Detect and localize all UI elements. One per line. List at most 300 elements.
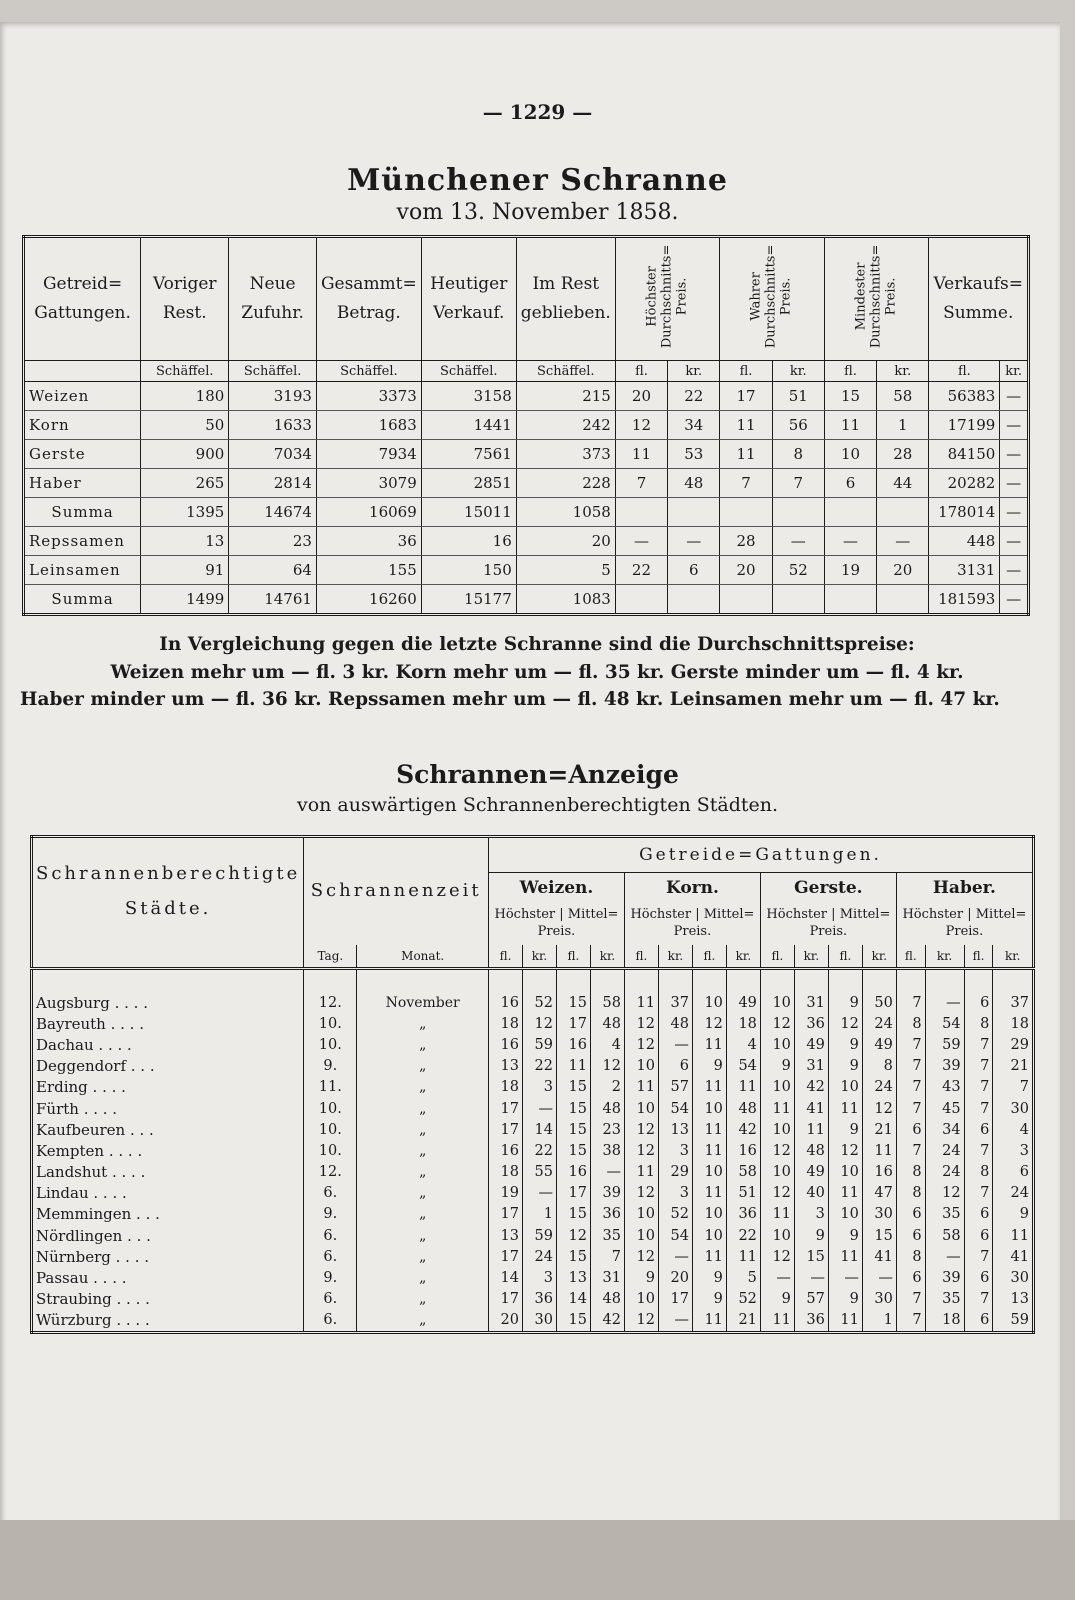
price-cell: 17 bbox=[489, 1098, 523, 1119]
price-cell: 15 bbox=[556, 1246, 590, 1267]
schranne-day: 9. bbox=[304, 1204, 357, 1225]
price-cell: 15 bbox=[556, 1077, 590, 1098]
price-cell: 57 bbox=[658, 1077, 692, 1098]
table1-cell: 3373 bbox=[316, 382, 421, 411]
price-cell: 1 bbox=[862, 1310, 896, 1333]
city-name: Dachau . . . . bbox=[36, 1035, 132, 1054]
unit-cell: fl. bbox=[615, 361, 667, 382]
header-wahrer: Wahrer Durchschnitts= Preis. bbox=[720, 237, 825, 361]
price-cell: 9 bbox=[828, 969, 862, 1014]
city-name: Erding . . . . bbox=[36, 1078, 126, 1097]
table1-cell: 7034 bbox=[229, 440, 317, 469]
price-cell: 29 bbox=[993, 1034, 1034, 1055]
price-cell: 24 bbox=[522, 1246, 556, 1267]
table1-row bbox=[24, 527, 1029, 556]
price-cell: 54 bbox=[925, 1013, 964, 1034]
price-cell: 9 bbox=[828, 1225, 862, 1246]
price-cell: 15 bbox=[556, 1204, 590, 1225]
header-monat: Monat. bbox=[357, 945, 489, 969]
price-cell: 10 bbox=[760, 1162, 794, 1183]
price-cell: 15 bbox=[556, 1310, 590, 1333]
price-cell: 11 bbox=[726, 1246, 760, 1267]
table1-cell: 3193 bbox=[229, 382, 317, 411]
table1-cell: — bbox=[1000, 556, 1029, 585]
price-cell: 9 bbox=[692, 1289, 726, 1310]
schranne-day: 6. bbox=[304, 1289, 357, 1310]
table1-cell: — bbox=[1000, 382, 1029, 411]
header-hoechster: Höchster Durchschnitts= Preis. bbox=[615, 237, 720, 361]
unit-header: fl. bbox=[964, 945, 993, 969]
table1-cell: 448 bbox=[929, 527, 1000, 556]
header-price-0: Höchster | Mittel= Preis. bbox=[489, 903, 625, 945]
table1-cell: 5 bbox=[516, 556, 615, 585]
header-staedte: Schrannenberechtigte Städte. bbox=[36, 863, 301, 919]
header-weizen: Weizen. bbox=[489, 873, 625, 904]
price-cell: 11 bbox=[692, 1034, 726, 1055]
table1-cell: 11 bbox=[824, 411, 876, 440]
table1-row bbox=[24, 585, 1029, 615]
price-cell: 9 bbox=[692, 1056, 726, 1077]
price-cell: 17 bbox=[556, 1013, 590, 1034]
price-cell: 11 bbox=[692, 1077, 726, 1098]
price-cell: 7 bbox=[896, 1140, 925, 1161]
schranne-day: 11. bbox=[304, 1077, 357, 1098]
price-cell: 9 bbox=[828, 1034, 862, 1055]
price-cell: 48 bbox=[590, 1098, 624, 1119]
table1-units-row bbox=[24, 361, 1029, 382]
header-gesammt-betrag: Gesammt= Betrag. bbox=[316, 237, 421, 361]
price-cell: 9 bbox=[760, 1056, 794, 1077]
price-cell: 11 bbox=[726, 1077, 760, 1098]
price-cell: 4 bbox=[726, 1034, 760, 1055]
table1-cell: 7934 bbox=[316, 440, 421, 469]
table1-cell: — bbox=[1000, 440, 1029, 469]
header-schrannenzeit: Schrannenzeit bbox=[304, 837, 489, 946]
header-mindester: Mindester Durchschnitts= Preis. bbox=[824, 237, 929, 361]
price-cell: 3 bbox=[658, 1140, 692, 1161]
table1-cell: 150 bbox=[421, 556, 516, 585]
price-cell: 58 bbox=[925, 1225, 964, 1246]
price-cell: 13 bbox=[556, 1267, 590, 1288]
price-cell: 17 bbox=[556, 1183, 590, 1204]
table1-cell: 17199 bbox=[929, 411, 1000, 440]
price-cell: 42 bbox=[726, 1119, 760, 1140]
city-row bbox=[32, 1077, 1034, 1098]
grain-name: Korn bbox=[24, 411, 141, 440]
price-cell: 10 bbox=[760, 1225, 794, 1246]
header-neue-zufuhr: Neue Zufuhr. bbox=[229, 237, 317, 361]
table1-cell: — bbox=[1000, 469, 1029, 498]
price-cell: 10 bbox=[692, 969, 726, 1014]
label-preis: Preis. bbox=[673, 924, 712, 939]
price-cell: — bbox=[925, 969, 964, 1014]
price-cell: 10 bbox=[760, 1077, 794, 1098]
price-cell: 6 bbox=[964, 1204, 993, 1225]
unit-cell: kr. bbox=[877, 361, 929, 382]
price-cell: 7 bbox=[964, 1183, 993, 1204]
schranne-month: „ bbox=[357, 1140, 489, 1161]
price-cell: 15 bbox=[556, 1119, 590, 1140]
city-name: Nürnberg . . . . bbox=[36, 1247, 150, 1266]
table1-cell: 373 bbox=[516, 440, 615, 469]
price-cell: 38 bbox=[590, 1140, 624, 1161]
table1-cell: 2814 bbox=[229, 469, 317, 498]
price-cell: 9 bbox=[993, 1204, 1034, 1225]
table1-cell: 15011 bbox=[421, 498, 516, 527]
table1-row bbox=[24, 382, 1029, 411]
price-cell: 22 bbox=[522, 1056, 556, 1077]
price-cell: 16 bbox=[556, 1162, 590, 1183]
schranne-month: „ bbox=[357, 1225, 489, 1246]
price-cell: 40 bbox=[794, 1183, 828, 1204]
city-name: Landshut . . . . bbox=[36, 1163, 146, 1182]
price-cell: 7 bbox=[964, 1034, 993, 1055]
label-hoechster: Höchster bbox=[630, 907, 692, 923]
price-cell: 30 bbox=[862, 1204, 896, 1225]
table1-cell: 20282 bbox=[929, 469, 1000, 498]
price-cell: 22 bbox=[522, 1140, 556, 1161]
table1-cell bbox=[615, 498, 667, 527]
price-cell: 12 bbox=[760, 1140, 794, 1161]
price-cell: — bbox=[522, 1183, 556, 1204]
price-cell: 17 bbox=[489, 1204, 523, 1225]
price-cell: 7 bbox=[896, 1310, 925, 1333]
price-cell: 7 bbox=[896, 1077, 925, 1098]
table1-cell: 180 bbox=[141, 382, 229, 411]
unit-header: kr. bbox=[862, 945, 896, 969]
price-cell: 19 bbox=[489, 1183, 523, 1204]
city-name: Bayreuth . . . . bbox=[36, 1014, 144, 1033]
price-cell: 58 bbox=[726, 1162, 760, 1183]
price-cell: 9 bbox=[692, 1267, 726, 1288]
table1-cell: 23 bbox=[229, 527, 317, 556]
price-cell: 6 bbox=[964, 1310, 993, 1333]
price-cell: 36 bbox=[794, 1310, 828, 1333]
price-cell: 52 bbox=[726, 1289, 760, 1310]
unit-header: kr. bbox=[993, 945, 1034, 969]
table1-cell: 228 bbox=[516, 469, 615, 498]
price-cell: 41 bbox=[862, 1246, 896, 1267]
table1-cell bbox=[720, 585, 772, 615]
price-cell: 8 bbox=[964, 1162, 993, 1183]
table1-cell: 22 bbox=[668, 382, 720, 411]
price-cell: 11 bbox=[828, 1246, 862, 1267]
table1-cell: 3131 bbox=[929, 556, 1000, 585]
table1-cell bbox=[668, 585, 720, 615]
page-number: — 1229 — bbox=[482, 100, 593, 124]
price-cell: 10 bbox=[828, 1077, 862, 1098]
table1-cell: 51 bbox=[772, 382, 824, 411]
unit-cell bbox=[24, 361, 141, 382]
price-cell: 30 bbox=[993, 1098, 1034, 1119]
price-cell: 24 bbox=[925, 1162, 964, 1183]
unit-header: kr. bbox=[794, 945, 828, 969]
table1-cell bbox=[772, 498, 824, 527]
price-cell: 6 bbox=[896, 1267, 925, 1288]
table1-cell: 7 bbox=[772, 469, 824, 498]
unit-cell: fl. bbox=[929, 361, 1000, 382]
price-cell: 8 bbox=[896, 1013, 925, 1034]
price-cell: 6 bbox=[896, 1119, 925, 1140]
price-cell: 45 bbox=[925, 1098, 964, 1119]
price-cell: 18 bbox=[993, 1013, 1034, 1034]
price-cell: 37 bbox=[658, 969, 692, 1014]
price-cell: 54 bbox=[658, 1098, 692, 1119]
price-cell: — bbox=[828, 1267, 862, 1288]
price-cell: 34 bbox=[925, 1119, 964, 1140]
price-cell: 12 bbox=[624, 1119, 658, 1140]
table1-cell bbox=[877, 585, 929, 615]
price-cell: 18 bbox=[489, 1013, 523, 1034]
table1-cell: — bbox=[772, 527, 824, 556]
grain-name: Leinsamen bbox=[24, 556, 141, 585]
table1-row bbox=[24, 411, 1029, 440]
price-cell: 11 bbox=[828, 1098, 862, 1119]
price-cell: 12 bbox=[624, 1310, 658, 1333]
price-cell: 11 bbox=[760, 1098, 794, 1119]
price-cell: 6 bbox=[964, 1225, 993, 1246]
price-cell: 52 bbox=[658, 1204, 692, 1225]
city-row bbox=[32, 1204, 1034, 1225]
unit-header: fl. bbox=[692, 945, 726, 969]
city-row bbox=[32, 1119, 1034, 1140]
price-cell: 24 bbox=[925, 1140, 964, 1161]
price-cell: 8 bbox=[964, 1013, 993, 1034]
price-cell: 13 bbox=[993, 1289, 1034, 1310]
price-cell: 57 bbox=[794, 1289, 828, 1310]
price-cell: 4 bbox=[590, 1034, 624, 1055]
table1-cell: 11 bbox=[720, 440, 772, 469]
unit-header: fl. bbox=[556, 945, 590, 969]
price-cell: 48 bbox=[590, 1289, 624, 1310]
table1-cell: 12 bbox=[615, 411, 667, 440]
price-cell: 12 bbox=[760, 1183, 794, 1204]
city-name: Würzburg . . . . bbox=[36, 1311, 150, 1330]
price-cell: 12 bbox=[692, 1013, 726, 1034]
table1-cell: 15177 bbox=[421, 585, 516, 615]
price-cell: — bbox=[794, 1267, 828, 1288]
city-name: Deggendorf . . . bbox=[36, 1057, 155, 1076]
unit-cell: Schäffel. bbox=[516, 361, 615, 382]
city-row bbox=[32, 1056, 1034, 1077]
table1-cell: 14674 bbox=[229, 498, 317, 527]
price-cell: 9 bbox=[828, 1056, 862, 1077]
price-cell: 31 bbox=[794, 1056, 828, 1077]
table1-header-row bbox=[24, 237, 1029, 361]
price-cell: 13 bbox=[489, 1056, 523, 1077]
price-cell: 17 bbox=[489, 1289, 523, 1310]
price-cell: 9 bbox=[828, 1119, 862, 1140]
schranne-day: 9. bbox=[304, 1056, 357, 1077]
grain-name: Haber bbox=[24, 469, 141, 498]
table1-cell: 52 bbox=[772, 556, 824, 585]
price-cell: 20 bbox=[658, 1267, 692, 1288]
price-cell: 54 bbox=[658, 1225, 692, 1246]
price-cell: 41 bbox=[993, 1246, 1034, 1267]
table1-cell: 16260 bbox=[316, 585, 421, 615]
price-cell: 20 bbox=[489, 1310, 523, 1333]
table1-cell: 50 bbox=[141, 411, 229, 440]
price-cell: 7 bbox=[964, 1246, 993, 1267]
schranne-month: „ bbox=[357, 1077, 489, 1098]
schranne-day: 6. bbox=[304, 1246, 357, 1267]
header-korn: Korn. bbox=[624, 873, 760, 904]
price-cell: 21 bbox=[993, 1056, 1034, 1077]
price-cell: 21 bbox=[726, 1310, 760, 1333]
price-cell: 11 bbox=[692, 1140, 726, 1161]
schranne-day: 12. bbox=[304, 1162, 357, 1183]
unit-cell: kr. bbox=[772, 361, 824, 382]
schranne-day: 10. bbox=[304, 1140, 357, 1161]
price-cell: 3 bbox=[658, 1183, 692, 1204]
price-cell: 22 bbox=[726, 1225, 760, 1246]
table1-cell: 900 bbox=[141, 440, 229, 469]
price-cell: 11 bbox=[828, 1183, 862, 1204]
price-cell: 6 bbox=[964, 1267, 993, 1288]
table1-cell: 1058 bbox=[516, 498, 615, 527]
price-cell: 14 bbox=[522, 1119, 556, 1140]
table1-cell: 48 bbox=[668, 469, 720, 498]
price-cell: 35 bbox=[590, 1225, 624, 1246]
price-cell: 11 bbox=[828, 1310, 862, 1333]
price-cell: 10 bbox=[760, 1119, 794, 1140]
table1-cell: 215 bbox=[516, 382, 615, 411]
price-cell: — bbox=[760, 1267, 794, 1288]
table1-cell bbox=[824, 498, 876, 527]
price-cell: 7 bbox=[993, 1077, 1034, 1098]
table1-cell: 34 bbox=[668, 411, 720, 440]
schranne-month: „ bbox=[357, 1267, 489, 1288]
price-cell: 13 bbox=[658, 1119, 692, 1140]
city-name: Passau . . . . bbox=[36, 1269, 127, 1288]
city-name: Memmingen . . . bbox=[36, 1205, 160, 1224]
table1-cell: — bbox=[615, 527, 667, 556]
price-cell: 11 bbox=[692, 1246, 726, 1267]
price-cell: 5 bbox=[726, 1267, 760, 1288]
price-cell: 12 bbox=[624, 1183, 658, 1204]
header-verkaufs-summe: Verkaufs= Summe. bbox=[929, 237, 1029, 361]
label-mittel: Mittel= bbox=[975, 907, 1027, 923]
table1-row bbox=[24, 556, 1029, 585]
table1-cell: 7 bbox=[720, 469, 772, 498]
price-cell: 21 bbox=[862, 1119, 896, 1140]
header-getreide-gattungen: Getreide=Gattungen. bbox=[489, 837, 1034, 873]
page-subtitle: vom 13. November 1858. bbox=[396, 200, 679, 225]
city-name: Kaufbeuren . . . bbox=[36, 1120, 154, 1139]
price-cell: 31 bbox=[590, 1267, 624, 1288]
muenchen-schranne-table bbox=[22, 235, 1030, 616]
table1-cell: 1633 bbox=[229, 411, 317, 440]
table1-cell: 64 bbox=[229, 556, 317, 585]
price-cell: 3 bbox=[794, 1204, 828, 1225]
price-cell: 8 bbox=[896, 1246, 925, 1267]
table1-cell bbox=[720, 498, 772, 527]
table1-cell: 28 bbox=[720, 527, 772, 556]
price-cell: 15 bbox=[794, 1246, 828, 1267]
table1-cell: 91 bbox=[141, 556, 229, 585]
table1-cell bbox=[877, 498, 929, 527]
city-name: Kempten . . . . bbox=[36, 1141, 143, 1160]
price-cell: — bbox=[590, 1162, 624, 1183]
price-cell: 59 bbox=[522, 1225, 556, 1246]
price-cell: 10 bbox=[624, 1225, 658, 1246]
table1-cell: 155 bbox=[316, 556, 421, 585]
city-row bbox=[32, 1098, 1034, 1119]
table1-cell: 16 bbox=[421, 527, 516, 556]
table1-cell bbox=[615, 585, 667, 615]
price-cell: 3 bbox=[522, 1267, 556, 1288]
table1-cell: 181593 bbox=[929, 585, 1000, 615]
schranne-month: „ bbox=[357, 1246, 489, 1267]
table1-cell: 84150 bbox=[929, 440, 1000, 469]
table1-cell: — bbox=[668, 527, 720, 556]
price-cell: 16 bbox=[489, 1140, 523, 1161]
price-cell: 11 bbox=[794, 1119, 828, 1140]
city-row bbox=[32, 969, 1034, 1014]
label-hoechster: Höchster bbox=[902, 907, 964, 923]
unit-header: kr. bbox=[925, 945, 964, 969]
price-cell: 49 bbox=[862, 1034, 896, 1055]
schranne-month: November bbox=[357, 969, 489, 1014]
price-cell: 10 bbox=[692, 1204, 726, 1225]
header-tag: Tag. bbox=[304, 945, 357, 969]
unit-cell: Schäffel. bbox=[421, 361, 516, 382]
unit-cell: fl. bbox=[720, 361, 772, 382]
price-cell: 10 bbox=[828, 1204, 862, 1225]
price-cell: 42 bbox=[590, 1310, 624, 1333]
price-cell: 6 bbox=[964, 1119, 993, 1140]
header-voriger-rest: Voriger Rest. bbox=[141, 237, 229, 361]
header-getreid: Getreid= Gattungen. bbox=[24, 237, 141, 361]
price-cell: 59 bbox=[522, 1034, 556, 1055]
price-cell: 10 bbox=[828, 1162, 862, 1183]
unit-cell: Schäffel. bbox=[141, 361, 229, 382]
price-cell: 12 bbox=[556, 1225, 590, 1246]
price-cell: 12 bbox=[828, 1013, 862, 1034]
city-name: Straubing . . . . bbox=[36, 1290, 150, 1309]
section-title: Schrannen=Anzeige bbox=[396, 760, 679, 789]
price-cell: 12 bbox=[760, 1013, 794, 1034]
price-cell: 39 bbox=[925, 1056, 964, 1077]
price-cell: 7 bbox=[896, 1098, 925, 1119]
price-cell: 11 bbox=[624, 1077, 658, 1098]
table1-cell: 265 bbox=[141, 469, 229, 498]
price-cell: 23 bbox=[590, 1119, 624, 1140]
schranne-day: 9. bbox=[304, 1267, 357, 1288]
price-cell: 6 bbox=[896, 1204, 925, 1225]
price-cell: 15 bbox=[556, 1098, 590, 1119]
table1-cell: 44 bbox=[877, 469, 929, 498]
price-cell: 24 bbox=[862, 1077, 896, 1098]
schranne-day: 10. bbox=[304, 1034, 357, 1055]
price-cell: 35 bbox=[925, 1289, 964, 1310]
city-row bbox=[32, 1162, 1034, 1183]
price-cell: 49 bbox=[726, 969, 760, 1014]
city-row bbox=[32, 1183, 1034, 1204]
comparison-intro: In Vergleichung gegen die letzte Schranne sind die Durchschnittspreise: bbox=[159, 634, 915, 655]
price-cell: 6 bbox=[993, 1162, 1034, 1183]
grain-name: Repssamen bbox=[24, 527, 141, 556]
table1-cell: 16069 bbox=[316, 498, 421, 527]
price-cell: — bbox=[658, 1246, 692, 1267]
price-cell: 36 bbox=[522, 1289, 556, 1310]
price-cell: 11 bbox=[692, 1310, 726, 1333]
price-cell: 52 bbox=[522, 969, 556, 1014]
price-cell: 7 bbox=[896, 969, 925, 1014]
table2-header-row-1 bbox=[32, 837, 1034, 873]
table1-cell bbox=[668, 498, 720, 527]
unit-header: fl. bbox=[896, 945, 925, 969]
